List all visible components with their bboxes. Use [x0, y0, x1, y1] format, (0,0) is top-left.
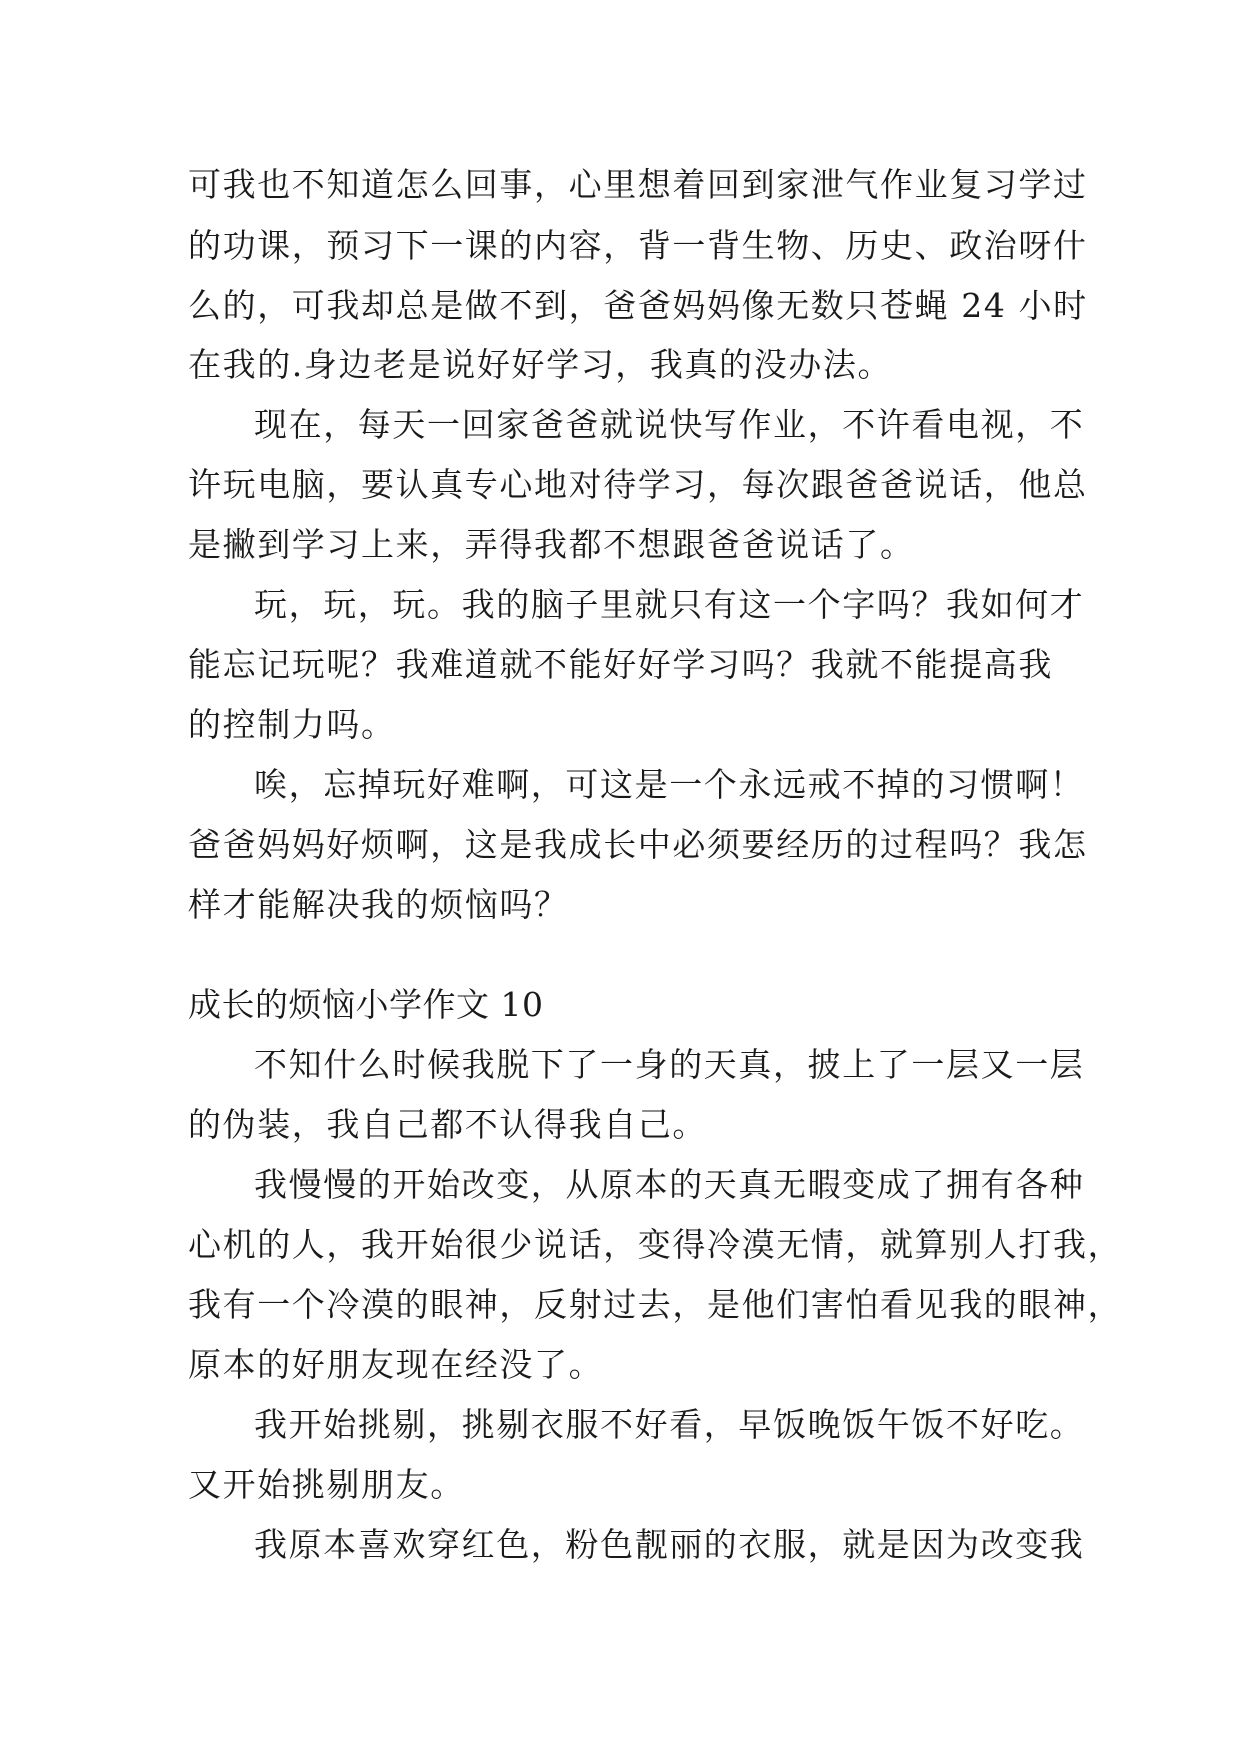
- text-line: 爸爸妈妈好烦啊，这是我成长中必须要经历的过程吗？我怎: [188, 825, 1088, 864]
- text-line: 又开始挑剔朋友。: [188, 1465, 465, 1504]
- paragraph-first-line: 玩，玩，玩。我的脑子里就只有这一个字吗？我如何才: [254, 585, 1085, 624]
- paragraph-first-line: 现在，每天一回家爸爸就说快写作业，不许看电视，不: [254, 405, 1085, 444]
- text-line: 么的，可我却总是做不到，爸爸妈妈像无数只苍蝇 24 小时: [188, 286, 1088, 325]
- text-line: 在我的.身边老是说好好学习，我真的没办法。: [188, 345, 893, 384]
- text-line: 的功课，预习下一课的内容，背一背生物、历史、政治呀什: [188, 226, 1088, 265]
- text-line: 我有一个冷漠的眼神，反射过去，是他们害怕看见我的眼神，: [188, 1285, 1123, 1324]
- text-line: 能忘记玩呢？我难道就不能好好学习吗？我就不能提高我: [188, 645, 1053, 684]
- paragraph-first-line: 我原本喜欢穿红色，粉色靓丽的衣服，就是因为改变我: [254, 1525, 1085, 1564]
- paragraph-first-line: 唉，忘掉玩好难啊，可这是一个永远戒不掉的习惯啊！: [254, 765, 1085, 804]
- text-line: 许玩电脑，要认真专心地对待学习，每次跟爸爸说话，他总: [188, 465, 1088, 504]
- text-line: 的控制力吗。: [188, 705, 396, 744]
- text-line: 可我也不知道怎么回事，心里想着回到家泄气作业复习学过: [188, 165, 1088, 204]
- text-line: 样才能解决我的烦恼吗？: [188, 885, 569, 924]
- paragraph-first-line: 不知什么时候我脱下了一身的天真，披上了一层又一层: [254, 1045, 1085, 1084]
- paragraph-first-line: 我慢慢的开始改变，从原本的天真无暇变成了拥有各种: [254, 1165, 1085, 1204]
- text-line: 心机的人，我开始很少说话，变得冷漠无情，就算别人打我，: [188, 1225, 1123, 1264]
- paragraph-first-line: 我开始挑剔，挑剔衣服不好看，早饭晚饭午饭不好吃。: [254, 1405, 1085, 1444]
- text-line: 是撇到学习上来，弄得我都不想跟爸爸说话了。: [188, 525, 915, 564]
- section-heading: 成长的烦恼小学作文 10: [188, 985, 544, 1024]
- text-line: 的伪装，我自己都不认得我自己。: [188, 1105, 707, 1144]
- text-line: 原本的好朋友现在经没了。: [188, 1345, 604, 1384]
